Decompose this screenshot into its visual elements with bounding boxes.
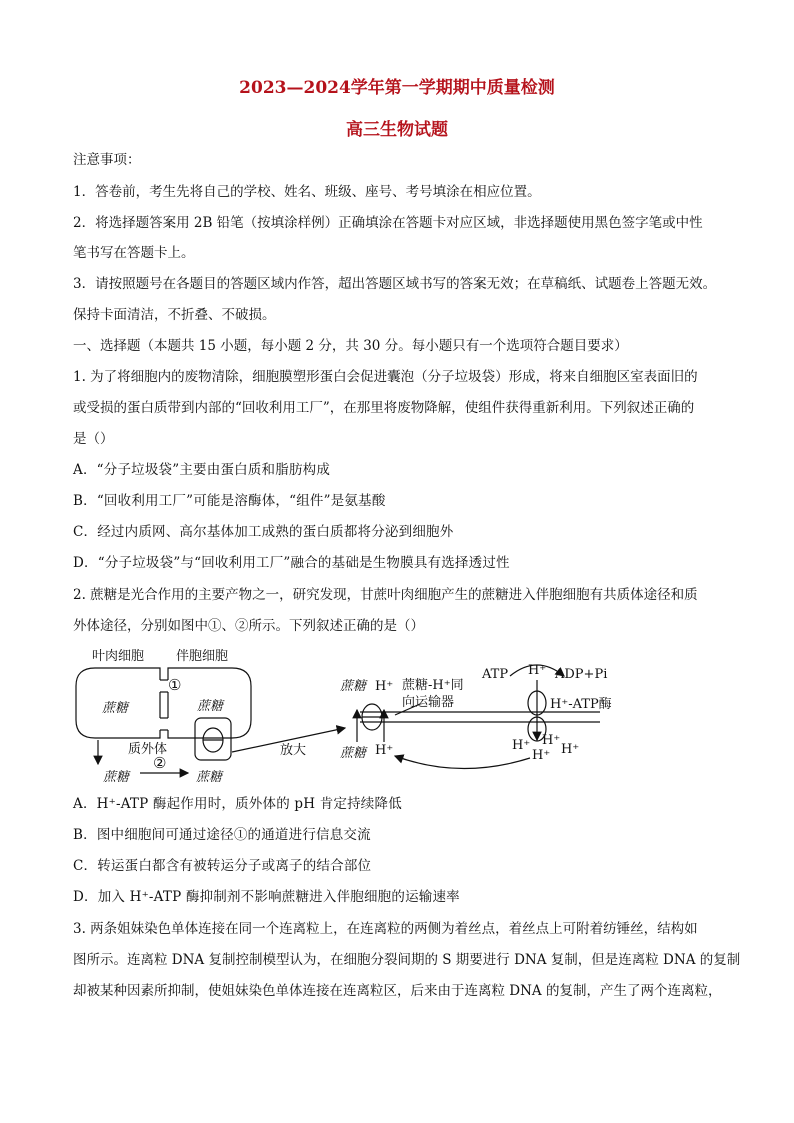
q1-option-d: D．“分子垃圾袋”与“回收利用工厂”融合的基础是生物膜具有选择透过性 <box>73 555 510 571</box>
label-cotransporter-1: 蔗糖-H⁺同 <box>402 678 464 693</box>
q2-option-b: B．图中细胞间可通过途径①的通道进行信息交流 <box>73 827 371 843</box>
label-apoplast: 质外体 <box>128 742 168 757</box>
note-3-line-1: 3．请按照题号在各题目的答题区域内作答，超出答题区域书写的答案无效；在草稿纸、试题卷上答题无效。 <box>73 276 717 292</box>
label-hplus-top: H⁺ <box>375 679 394 694</box>
label-hplus-4: H⁺ <box>561 742 580 757</box>
q1-stem-line-3: 是（） <box>73 431 114 447</box>
note-2-line-1: 2．将选择题答案用 2B 铅笔（按填涂样例）正确填涂在答题卡对应区域，非选择题使用黑色签字笔或中性 <box>73 215 703 231</box>
label-hplus-3: H⁺ <box>532 748 551 763</box>
q2-stem-line-1: 2. 蔗糖是光合作用的主要产物之一，研究发现，甘蔗叶肉细胞产生的蔗糖进入伴胞细胞有共质体途径和质 <box>73 587 698 603</box>
q1-option-a: A．“分子垃圾袋”主要由蛋白质和脂肪构成 <box>73 462 331 478</box>
label-sucrose-top: 蔗糖 <box>340 679 367 694</box>
label-hplus-bottom: H⁺ <box>375 743 394 758</box>
q1-option-b: B．“回收利用工厂”可能是溶酶体，“组件”是氨基酸 <box>73 493 386 509</box>
notes-heading: 注意事项： <box>73 152 141 168</box>
q2-stem-line-2: 外体途径，分别如图中①、②所示。下列叙述正确的是（） <box>73 618 424 634</box>
label-mesophyll: 叶肉细胞 <box>92 649 145 664</box>
exam-subtitle: 高三生物试题 <box>346 120 448 140</box>
exam-title: 2023—2024学年第一学期期中质量检测 <box>239 78 555 98</box>
transporter-box <box>195 718 231 760</box>
label-circle-2: ② <box>153 754 167 772</box>
note-1: 1．答卷前，考生先将自己的学校、姓名、班级、座号、考号填涂在相应位置。 <box>73 184 541 200</box>
label-sucrose-bottom: 蔗糖 <box>340 746 367 761</box>
label-atp: ATP <box>482 667 509 682</box>
label-sucrose-companion: 蔗糖 <box>197 699 224 714</box>
q3-stem-line-3: 却被某种因素所抑制，使姐妹染色单体连接在连离粒区，后来由于连离粒 DNA 的复制，产生了两个连离粒， <box>73 983 722 999</box>
sucrose-transport-diagram <box>0 640 794 790</box>
label-atpase: H⁺-ATP酶 <box>550 697 612 712</box>
q1-option-c: C．经过内质网、高尔基体加工成熟的蛋白质都将分泌到细胞外 <box>73 524 454 540</box>
q2-option-c: C．转运蛋白都含有被转运分子或离子的结合部位 <box>73 858 372 874</box>
section-1-heading: 一、选择题（本题共 15 小题，每小题 2 分，共 30 分。每小题只有一个选项符合题目要求） <box>73 338 628 354</box>
label-hplus-2: H⁺ <box>542 733 561 748</box>
label-adp: ADP+Pi <box>555 667 608 682</box>
label-sucrose-apoplast-right: 蔗糖 <box>196 770 223 785</box>
label-sucrose-apoplast-left: 蔗糖 <box>103 770 130 785</box>
q1-stem-line-2: 或受损的蛋白质带到内部的“回收利用工厂”，在那里将废物降解，使组件获得重新利用。下列叙述正确的 <box>73 400 695 416</box>
q3-stem-line-2: 图所示。连离粒 DNA 复制控制模型认为，在细胞分裂间期的 S 期要进行 DNA 复制，但是连离粒 DNA 的复制 <box>73 952 741 968</box>
label-circle-1: ① <box>168 676 182 694</box>
label-hplus-atpase-top: H⁺ <box>528 663 547 678</box>
note-3-line-2: 保持卡面清洁，不折叠、不破损。 <box>73 307 276 323</box>
q2-option-a: A．H⁺-ATP 酶起作用时，质外体的 pH 肯定持续降低 <box>73 796 402 812</box>
label-cotransporter-2: 向运输器 <box>402 695 455 710</box>
q2-option-d: D．加入 H⁺-ATP 酶抑制剂不影响蔗糖进入伴胞细胞的运输速率 <box>73 889 460 905</box>
label-hplus-1: H⁺ <box>512 738 531 753</box>
note-2-line-2: 笔书写在答题卡上。 <box>73 245 195 261</box>
q3-stem-line-1: 3. 两条姐妹染色单体连接在同一个连离粒上，在连离粒的两侧为着丝点，着丝点上可附着纺锤丝，结构如 <box>73 921 698 937</box>
label-sucrose-mesophyll: 蔗糖 <box>102 701 129 716</box>
q1-stem-line-1: 1. 为了将细胞内的废物清除，细胞膜塑形蛋白会促进囊泡（分子垃圾袋）形成，将来自细胞区室表面旧的 <box>73 369 698 385</box>
label-amplify: 放大 <box>280 743 307 758</box>
label-companion: 伴胞细胞 <box>176 649 229 664</box>
